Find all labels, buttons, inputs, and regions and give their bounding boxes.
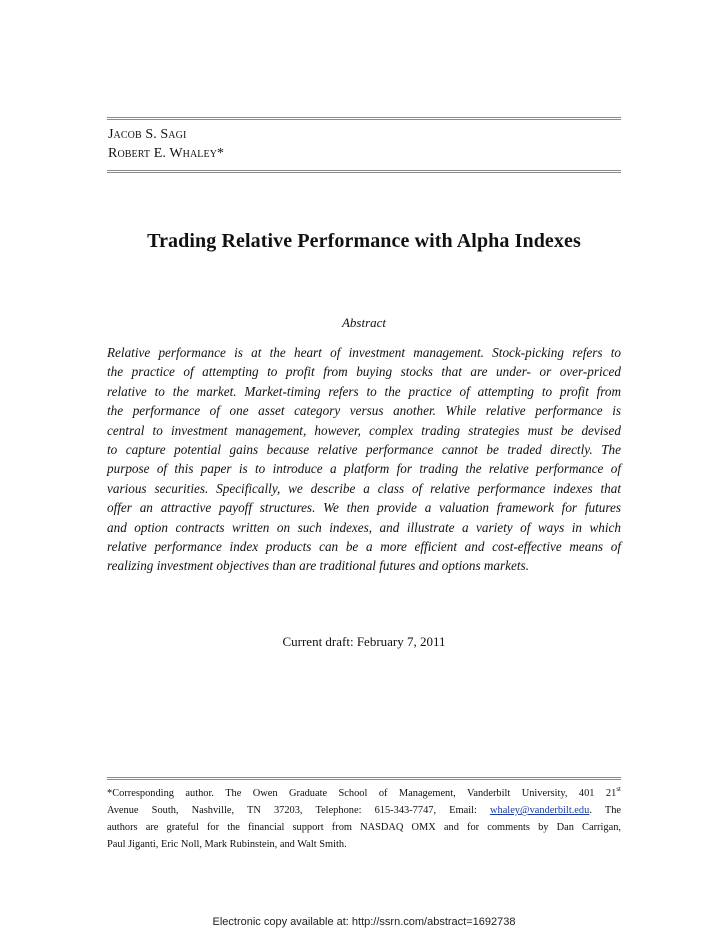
footnote <box>107 785 621 853</box>
abstract-line: the practice of attempting to profit from buying stocks that are under- or over-priced <box>107 364 621 380</box>
abstract-line: the performance of one asset category versus another. While relative performance is <box>107 403 621 419</box>
paper-title: Trading Relative Performance with Alpha Indexes <box>147 230 581 252</box>
abstract-line: to capture potential gains because relative performance cannot be traded directly. The <box>107 442 621 458</box>
footnote-rule <box>107 777 621 780</box>
footnote-text: Avenue South, Nashville, TN 37203, Telephone: 615-343-7747, Email: <box>107 805 490 816</box>
abstract-body <box>107 343 621 576</box>
ssrn-notice: Electronic copy available at: http://ssrn.com/abstract=1692738 <box>212 916 516 928</box>
email-link[interactable]: whaley@vanderbilt.edu <box>490 805 590 816</box>
abstract-line: Relative performance is at the heart of investment management. Stock-picking refers to <box>107 345 621 360</box>
abstract-line: offer an attractive payoff structures. We then provide a valuation framework for futures <box>107 500 621 516</box>
footnote-line <box>107 802 621 819</box>
header-bottom-rule <box>107 170 621 173</box>
abstract-line: relative performance index products can be a more efficient and cost-effective means of <box>107 539 621 555</box>
draft-date: Current draft: February 7, 2011 <box>282 634 446 649</box>
abstract-line: relative to the market. Market-timing refers to the practice of attempting to profit from <box>107 383 621 399</box>
abstract-line: central to investment management, however, complex trading strategies must be devised <box>107 422 621 438</box>
abstract-line: realizing investment objectives than are traditional futures and options markets. <box>107 558 529 574</box>
author-block <box>108 125 224 163</box>
footnote-line: authors are grateful for the financial support from NASDAQ OMX and for comments by Dan Carrigan, <box>107 822 621 833</box>
abstract-heading: Abstract <box>341 315 387 330</box>
footnote-line <box>107 785 621 802</box>
footnote-text: *Corresponding author. The Owen Graduate School of Management, Vanderbilt University, 401 21 <box>107 788 617 799</box>
abstract-line: various securities. Specifically, we describe a class of relative performance indexes that <box>107 480 621 496</box>
header-top-rule <box>107 117 621 120</box>
footnote-line: Paul Jiganti, Eric Noll, Mark Rubinstein, and Walt Smith. <box>107 839 347 850</box>
abstract-line: purpose of this paper is to introduce a platform for trading the relative performance of <box>107 461 621 477</box>
footnote-text: . The <box>589 805 621 816</box>
footnote-superscript: st <box>616 785 621 793</box>
author-name: Robert E. Whaley* <box>108 146 225 161</box>
author-name: Jacob S. Sagi <box>108 127 187 142</box>
abstract-line: and option contracts written on such indexes, and illustrate a variety of ways in which <box>107 519 621 535</box>
